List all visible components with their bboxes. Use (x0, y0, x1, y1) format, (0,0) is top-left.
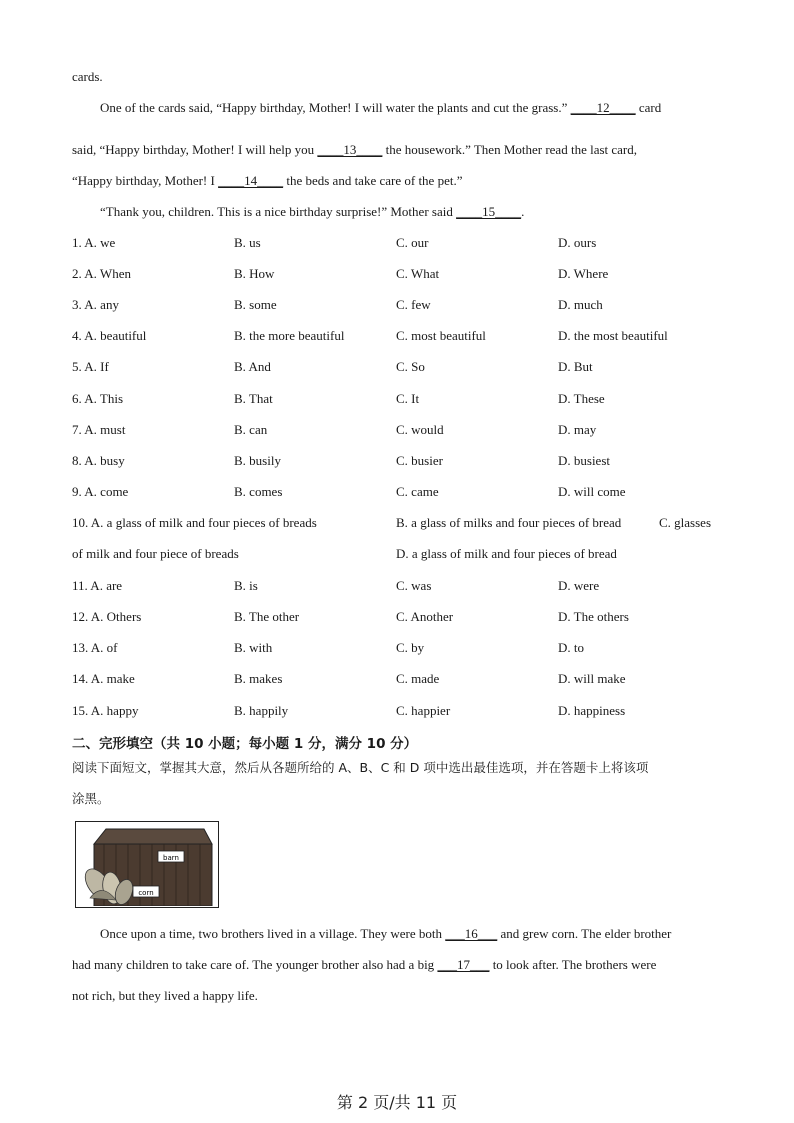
option-b: B. busily (234, 453, 281, 468)
question-row-13 (72, 640, 732, 656)
option-b: B. happily (234, 703, 289, 718)
section-instructions-2: 涂黑。 (72, 791, 110, 806)
question-row-3 (72, 297, 732, 313)
option-c: C. It (396, 391, 420, 406)
question-row-15 (72, 703, 732, 719)
option-b: B. makes (234, 671, 283, 686)
option-d: D. happiness (558, 703, 626, 718)
option-c: C. our (396, 235, 429, 250)
option-b: B. The other (234, 609, 300, 624)
option-a: 9. A. come (72, 484, 129, 499)
option-a: 2. A. When (72, 266, 131, 281)
blank-13: ____13____ (317, 142, 383, 157)
option-b: B. with (234, 640, 273, 655)
option-c: C. What (396, 266, 440, 281)
option-d: D. These (558, 391, 605, 406)
option-d: D. much (558, 297, 603, 312)
barn-roof (94, 829, 212, 844)
option-b: B. That (234, 391, 273, 406)
question-row-14 (72, 671, 732, 687)
option-a: 12. A. Others (72, 609, 142, 624)
option-d: D. were (558, 578, 600, 593)
corn-label: corn (138, 889, 154, 897)
blank-12: ____12____ (570, 100, 636, 115)
option-b: B. is (234, 578, 258, 593)
option-b: B. the more beautiful (234, 328, 345, 343)
passage-line-2: One of the cards said, “Happy birthday, Mother! I will water the plants and cut the grass.” ____12____ card (100, 100, 662, 115)
option-a: 8. A. busy (72, 453, 125, 468)
question-row-8 (72, 453, 732, 469)
option-d: D. will make (558, 671, 626, 686)
blank-16: ___16___ (445, 926, 498, 941)
passage-line-3: said, “Happy birthday, Mother! I will help you ____13____ the housework.” Then Mother read the last card, (72, 142, 638, 157)
option-c: C. came (396, 484, 439, 499)
option-a: 1. A. we (72, 235, 116, 250)
option-d: D. The others (558, 609, 629, 624)
passage-line-4: “Happy birthday, Mother! I ____14____ the beds and take care of the pet.” (72, 173, 463, 188)
option-c-continued: of milk and four piece of breads (72, 546, 239, 561)
option-d: D. busiest (558, 453, 610, 468)
option-a: 7. A. must (72, 422, 126, 437)
option-a: 10. A. a glass of milk and four pieces of breads (72, 515, 317, 530)
question-row-9 (72, 484, 732, 500)
blank-15: ____15____ (456, 204, 522, 219)
question-row-10-cont (72, 546, 732, 562)
option-d: D. Where (558, 266, 609, 281)
option-a: 15. A. happy (72, 703, 139, 718)
option-a: 3. A. any (72, 297, 119, 312)
option-b: B. us (234, 235, 261, 250)
question-row-7 (72, 422, 732, 438)
cloze-line-1: Once upon a time, two brothers lived in a village. They were both ___16___ and grew corn. The elder brother (100, 926, 672, 941)
option-c: C. happier (396, 703, 451, 718)
option-d: D. will come (558, 484, 626, 499)
option-c: C. glasses (659, 515, 711, 530)
option-c: C. was (396, 578, 432, 593)
section-heading: 二、完形填空（共 10 小题；每小题 1 分，满分 10 分） (72, 736, 418, 752)
option-a: 5. A. If (72, 359, 109, 374)
question-row-10 (72, 515, 732, 531)
question-row-1 (72, 235, 732, 251)
option-c: C. made (396, 671, 440, 686)
option-a: 4. A. beautiful (72, 328, 147, 343)
question-row-2 (72, 266, 732, 282)
option-c: C. busier (396, 453, 443, 468)
option-b: B. And (234, 359, 271, 374)
option-d: D. a glass of milk and four pieces of bread (396, 546, 617, 561)
question-row-6 (72, 391, 732, 407)
option-d: D. ours (558, 235, 597, 250)
option-b: B. comes (234, 484, 283, 499)
blank-14: ____14____ (218, 173, 284, 188)
option-d: D. But (558, 359, 593, 374)
option-b: B. some (234, 297, 277, 312)
option-c: C. would (396, 422, 444, 437)
question-row-12 (72, 609, 732, 625)
section-instructions-1: 阅读下面短文，掌握其大意，然后从各题所给的 A、B、C 和 D 项中选出最佳选项，并在答题卡上将该项 (72, 760, 649, 775)
option-a: 6. A. This (72, 391, 124, 406)
option-b: B. can (234, 422, 268, 437)
option-c: C. few (396, 297, 431, 312)
option-a: 14. A. make (72, 671, 135, 686)
question-row-11 (72, 578, 732, 594)
cloze-line-3: not rich, but they lived a happy life. (72, 988, 258, 1003)
option-b: B. How (234, 266, 275, 281)
option-a: 11. A. are (72, 578, 123, 593)
option-c: C. by (396, 640, 425, 655)
barn-corn-illustration (75, 821, 219, 908)
option-c: C. So (396, 359, 425, 374)
passage-line-5: “Thank you, children. This is a nice birthday surprise!” Mother said ____15____. (100, 204, 525, 219)
option-d: D. may (558, 422, 597, 437)
barn-label: barn (163, 854, 179, 862)
option-b: B. a glass of milks and four pieces of bread (396, 515, 622, 530)
option-c: C. most beautiful (396, 328, 486, 343)
question-row-4 (72, 328, 732, 344)
question-row-5 (72, 359, 732, 375)
passage-line-1: cards. (72, 69, 103, 84)
page-number: 第 2 页/共 11 页 (336, 1093, 458, 1112)
barn-drawing (76, 822, 217, 906)
blank-17: ___17___ (437, 957, 490, 972)
option-c: C. Another (396, 609, 454, 624)
option-a: 13. A. of (72, 640, 118, 655)
cloze-line-2: had many children to take care of. The younger brother also had a big ___17___ to look after. The brothers were (72, 957, 657, 972)
option-d: D. to (558, 640, 584, 655)
option-d: D. the most beautiful (558, 328, 668, 343)
